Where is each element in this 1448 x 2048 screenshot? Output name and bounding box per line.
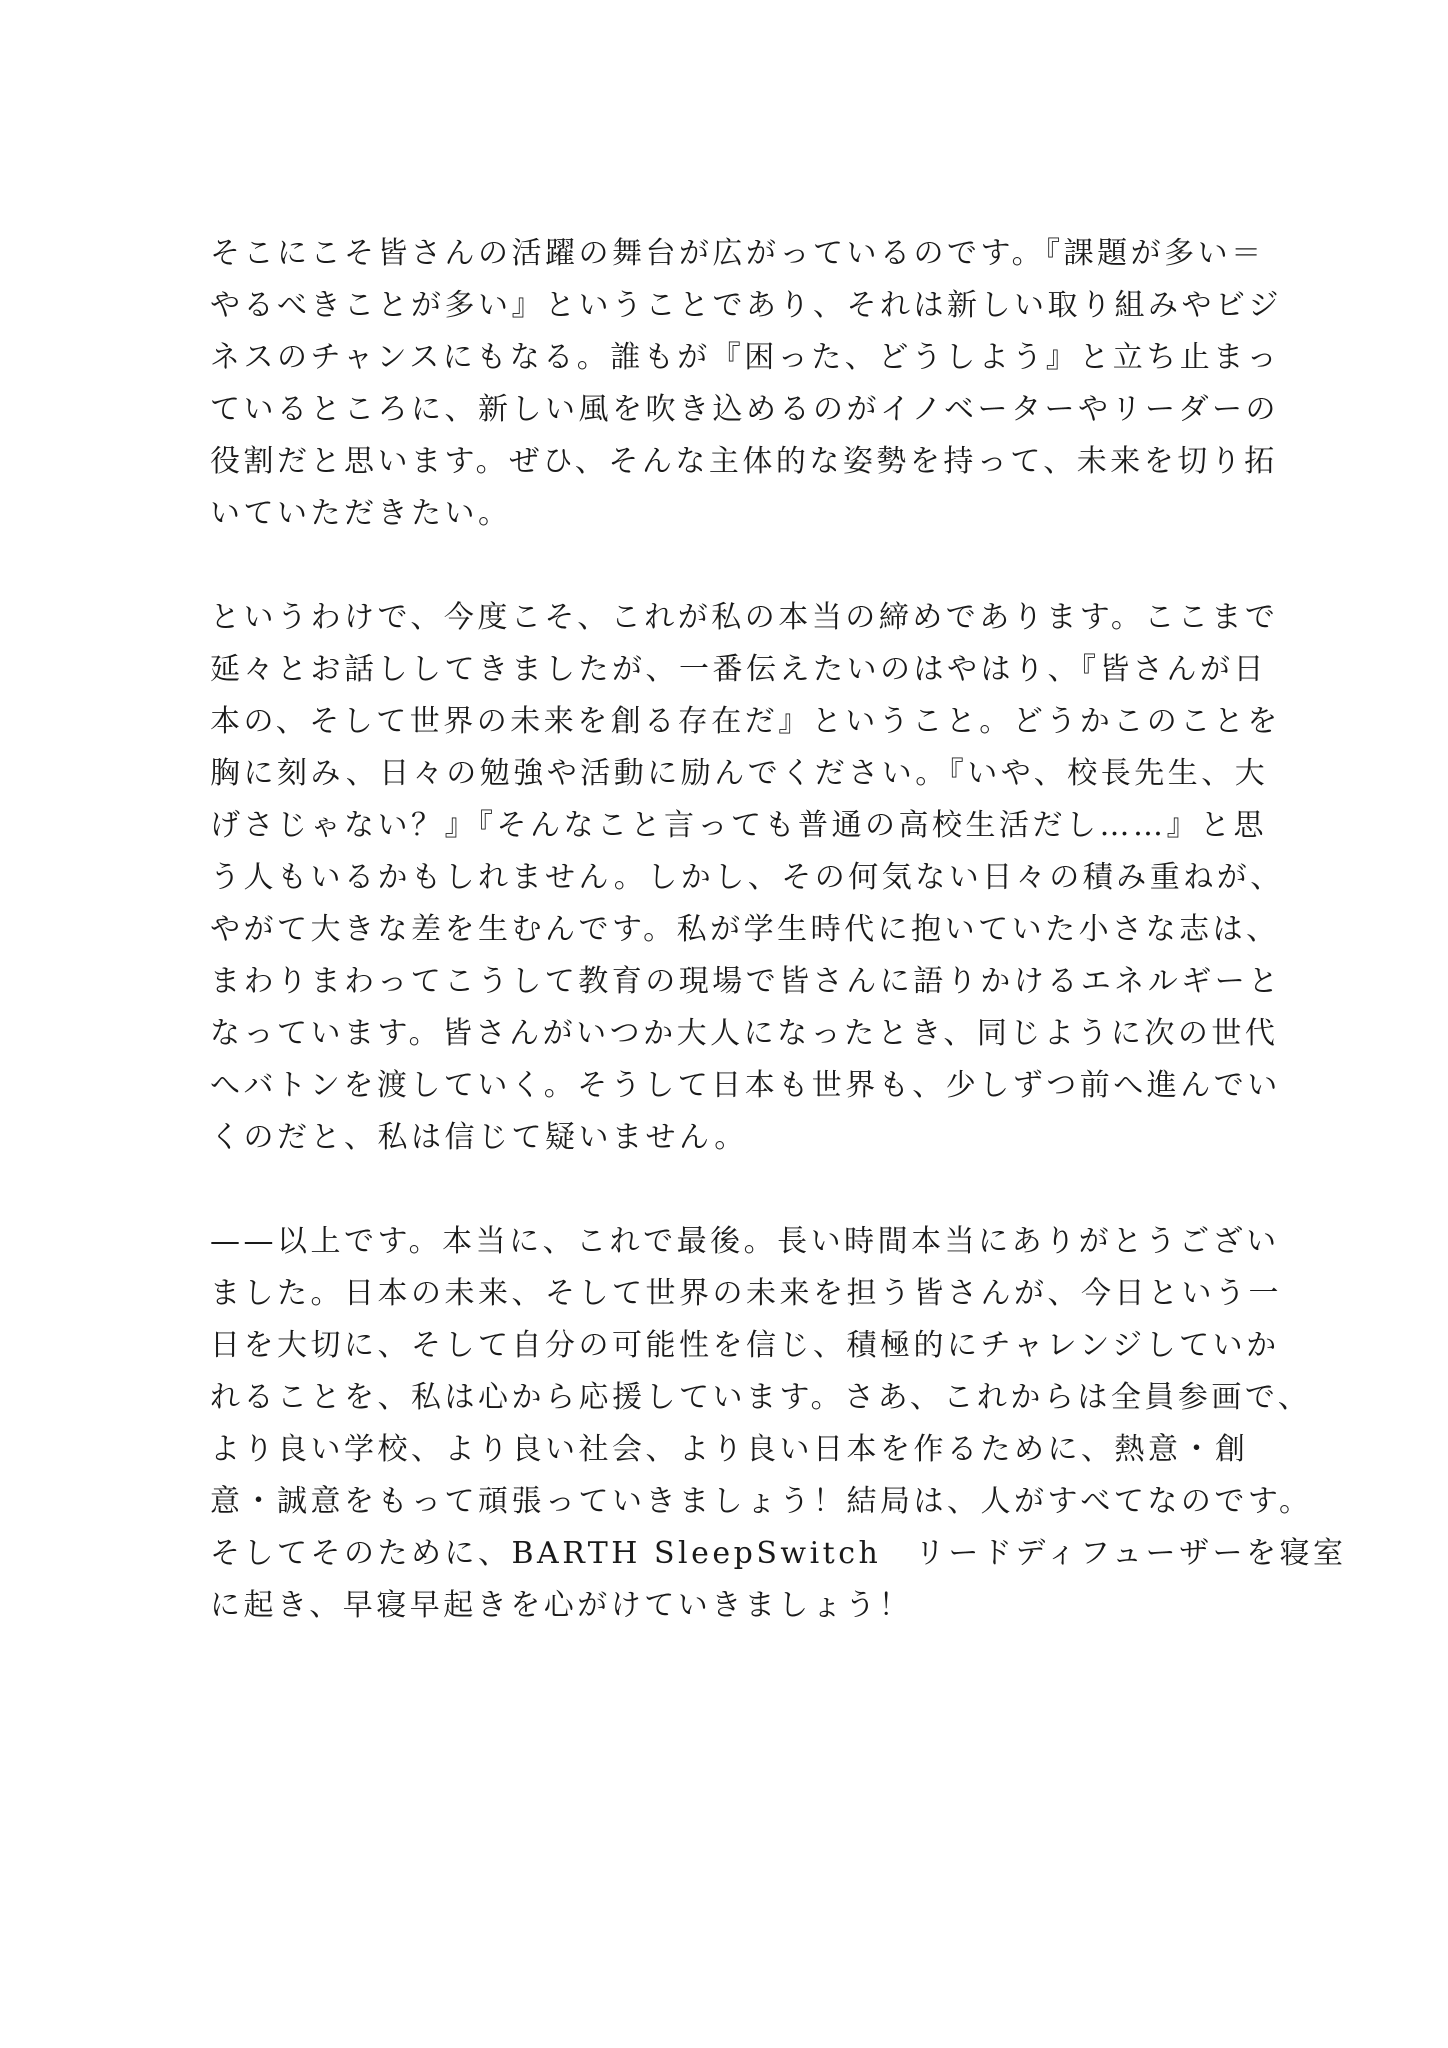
text-line: なっています。皆さんがいつか大人になったとき、同じように次の世代 bbox=[210, 1016, 1279, 1051]
paragraph-3 bbox=[210, 1216, 1347, 1632]
text-line: やがて大きな差を生むんです。私が学生時代に抱いていた小さな志は、 bbox=[210, 912, 1280, 947]
text-line: というわけで、今度こそ、これが私の本当の締めであります。ここまで bbox=[210, 600, 1279, 635]
text-line: ているところに、新しい風を吹き込めるのがイノベーターやリーダーの bbox=[210, 392, 1279, 427]
text-line: げさじゃない？』『そんなこと言っても普通の高校生活だし……』と思 bbox=[210, 808, 1267, 843]
text-line: より良い学校、より良い社会、より良い日本を作るために、熱意・創 bbox=[210, 1432, 1249, 1467]
text-line: そしてそのために、BARTH SleepSwitch リードディフューザーを寝室 bbox=[210, 1536, 1347, 1571]
text-line: う人もいるかもしれません。しかし、その何気ない日々の積み重ねが、 bbox=[210, 860, 1284, 895]
text-line: 胸に刻み、日々の勉強や活動に励んでください。『いや、校長先生、大 bbox=[210, 756, 1269, 791]
text-line: やるべきことが多い』ということであり、それは新しい取り組みやビジ bbox=[210, 288, 1282, 323]
paragraph-gap bbox=[210, 1164, 1270, 1216]
body-text bbox=[210, 228, 1347, 1632]
text-line: そこにこそ皆さんの活躍の舞台が広がっているのです。『課題が多い＝ bbox=[210, 236, 1265, 271]
text-line: へバトンを渡していく。そうして日本も世界も、少しずつ前へ進んでい bbox=[210, 1068, 1281, 1103]
paragraph-2 bbox=[210, 592, 1284, 1164]
text-line: 本の、そして世界の未来を創る存在だ』ということ。どうかこのことを bbox=[210, 704, 1281, 739]
text-line: いていただきたい。 bbox=[210, 496, 512, 531]
text-line: 延々とお話ししてきましたが、一番伝えたいのはやはり、『皆さんが日 bbox=[210, 652, 1267, 687]
text-line: 意・誠意をもって頑張っていきましょう！結局は、人がすべてなのです。 bbox=[210, 1484, 1313, 1519]
text-line: まわりまわってこうして教育の現場で皆さんに語りかけるエネルギーと bbox=[210, 964, 1282, 999]
text-line: 役割だと思います。ぜひ、そんな主体的な姿勢を持って、未来を切り拓 bbox=[210, 444, 1278, 479]
text-line: れることを、私は心から応援しています。さあ、これからは全員参画で、 bbox=[210, 1380, 1312, 1415]
text-line: 日を大切に、そして自分の可能性を信じ、積極的にチャレンジしていか bbox=[210, 1328, 1280, 1363]
paragraph-1 bbox=[210, 228, 1282, 540]
text-line: ネスのチャンスにもなる。誰もが『困った、どうしよう』と立ち止まっ bbox=[210, 340, 1281, 375]
text-line: に起き、早寝早起きを心がけていきましょう！ bbox=[210, 1588, 913, 1623]
text-line: ——以上です。本当に、これで最後。長い時間本当にありがとうござい bbox=[210, 1224, 1280, 1259]
paragraph-gap bbox=[210, 540, 1270, 592]
text-line: くのだと、私は信じて疑いません。 bbox=[210, 1120, 748, 1155]
text-line: ました。日本の未来、そして世界の未来を担う皆さんが、今日という一 bbox=[210, 1276, 1282, 1311]
